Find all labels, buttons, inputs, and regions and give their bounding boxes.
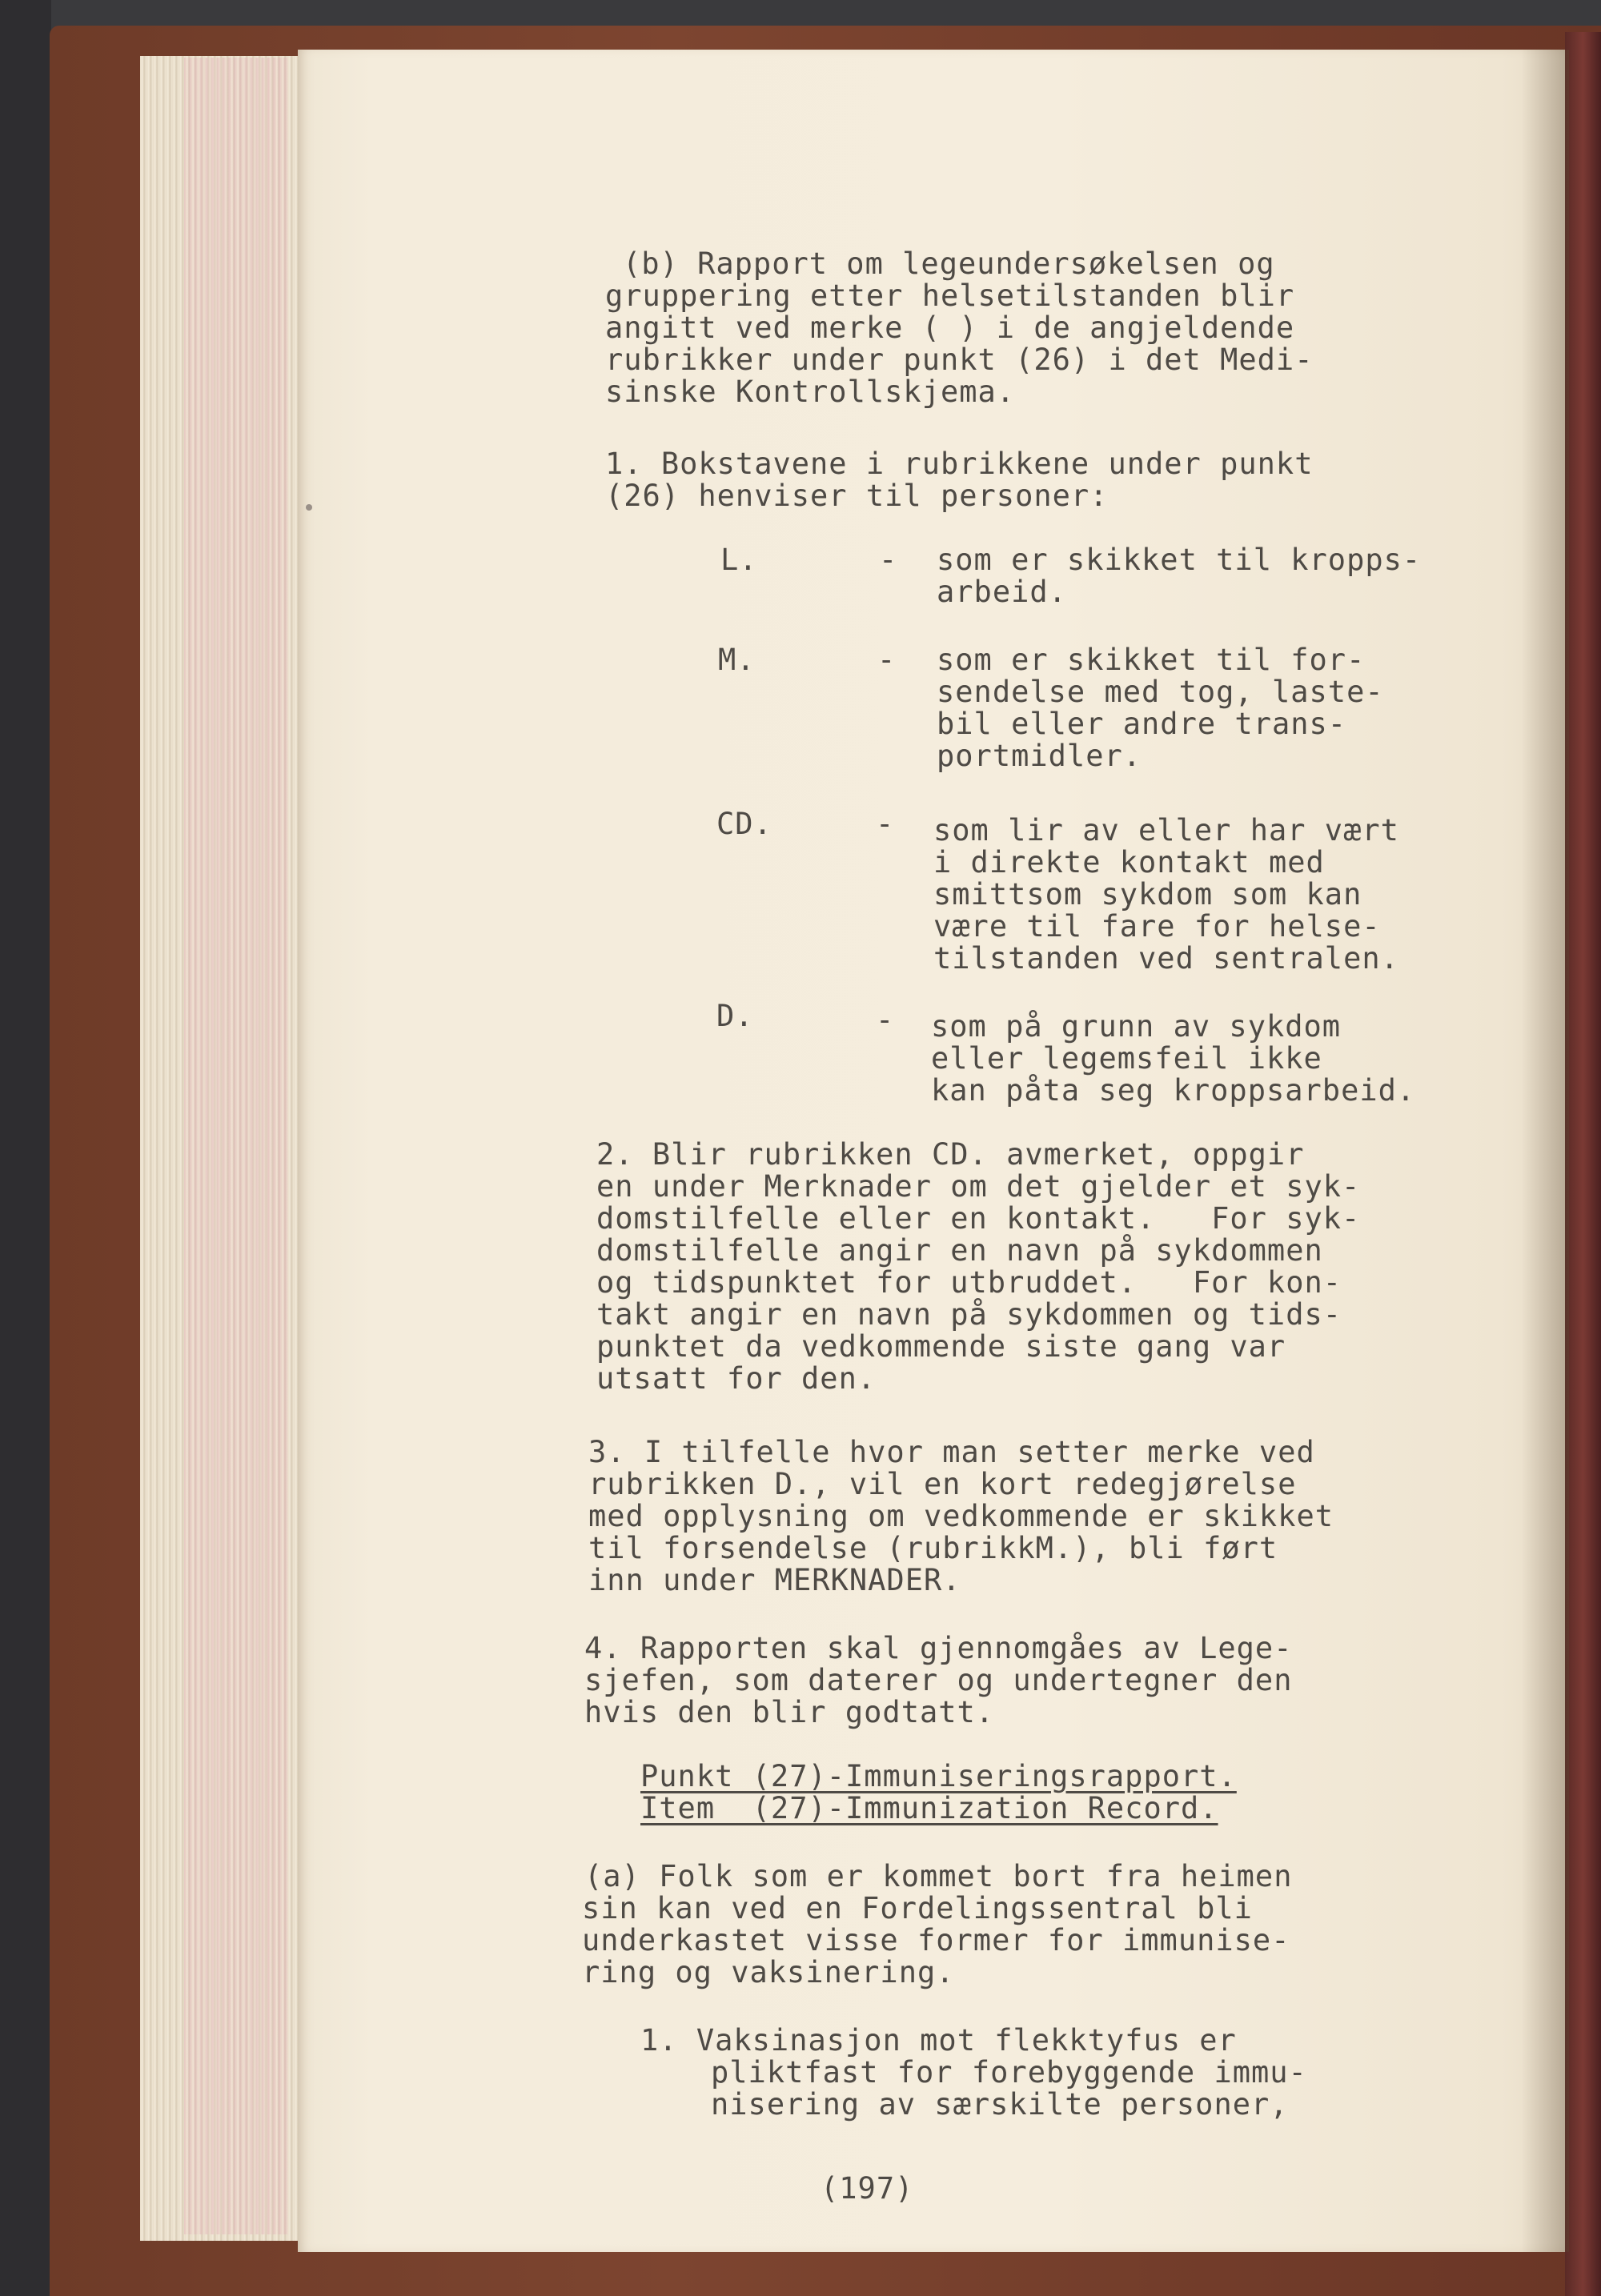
category-code: M.	[718, 643, 756, 677]
category-dash: -	[876, 1003, 895, 1037]
section-heading: Item (27)-Immunization Record.	[640, 1791, 1218, 1825]
paragraph-b-line: sinske Kontrollskjema.	[605, 375, 1016, 409]
item-2-line: 2. Blir rubrikken CD. avmerket, oppgir	[596, 1137, 1305, 1172]
category-desc-line: arbeid.	[937, 575, 1067, 609]
item-3-line: 3. I tilfelle hvor man setter merke ved	[588, 1435, 1315, 1469]
category-desc-line: smittsom sykdom som kan	[933, 877, 1362, 912]
category-desc-line: som lir av eller har vært	[933, 813, 1399, 847]
item-2-line: en under Merknader om det gjelder et syk-	[596, 1169, 1361, 1204]
category-code: CD.	[716, 807, 772, 841]
paragraph-a-line: sin kan ved en Fordelingssentral bli	[582, 1891, 1253, 1925]
category-desc-line: sendelse med tog, laste-	[937, 675, 1384, 709]
item-3-line: med opplysning om vedkommende er skikket	[588, 1499, 1334, 1533]
paragraph-b-line: angitt ved merke ( ) i de angjeldende	[605, 311, 1295, 345]
category-desc-line: som er skikket til for-	[937, 643, 1366, 677]
paragraph-a-line: (a) Folk som er kommet bort fra heimen	[584, 1859, 1293, 1893]
category-desc-line: eller legemsfeil ikke	[931, 1041, 1322, 1076]
sub-item-1-line: 1. Vaksinasjon mot flekktyfus er	[640, 2023, 1237, 2058]
item-3-line: til forsendelse (rubrikkM.), bli ført	[588, 1531, 1278, 1565]
gutter-shadow	[1521, 50, 1569, 2252]
category-code: D.	[716, 999, 754, 1033]
item-2-line: takt angir en navn på sykdommen og tids-	[596, 1297, 1342, 1332]
item-2-line: og tidspunktet for utbruddet. For kon-	[596, 1265, 1342, 1300]
paragraph-b-line: gruppering etter helsetilstanden blir	[605, 278, 1295, 313]
item-4-line: 4. Rapporten skal gjennomgåes av Lege-	[584, 1631, 1293, 1665]
item-4-line: sjefen, som daterer og undertegner den	[584, 1663, 1293, 1697]
category-desc-line: portmidler.	[937, 739, 1142, 773]
category-dash: -	[877, 643, 897, 677]
category-dash: -	[879, 543, 898, 577]
page-speck	[306, 504, 312, 511]
sub-item-1-line: pliktfast for forebyggende immu-	[711, 2055, 1307, 2090]
category-desc-line: bil eller andre trans-	[937, 707, 1347, 741]
item-2-line: domstilfelle eller en kontakt. For syk-	[596, 1201, 1361, 1236]
item-2-line: domstilfelle angir en navn på sykdommen	[596, 1233, 1323, 1268]
item-2-line: utsatt for den.	[596, 1361, 877, 1396]
paragraph-b-line: rubrikker under punkt (26) i det Medi-	[605, 343, 1314, 377]
sub-item-1-line: nisering av særskilte personer,	[711, 2087, 1289, 2122]
category-desc-line: kan påta seg kroppsarbeid.	[931, 1073, 1416, 1108]
category-desc-line: som på grunn av sykdom	[931, 1009, 1342, 1044]
item-1-line: 1. Bokstavene i rubrikkene under punkt	[605, 447, 1314, 481]
paragraph-a-line: underkastet visse former for immunise-	[582, 1923, 1290, 1957]
paragraph-b-line: (b) Rapport om legeundersøkelsen og	[623, 246, 1275, 281]
item-3-line: inn under MERKNADER.	[588, 1563, 961, 1597]
category-code: L.	[720, 543, 758, 577]
page-stack-tint	[184, 58, 288, 2234]
book-cover-right	[1565, 32, 1601, 2296]
category-desc-line: i direkte kontakt med	[933, 845, 1325, 880]
category-desc-line: være til fare for helse-	[933, 909, 1381, 944]
background-left	[0, 0, 51, 2296]
item-4-line: hvis den blir godtatt.	[584, 1695, 995, 1729]
item-1-line: (26) henviser til personer:	[605, 479, 1109, 513]
category-dash: -	[876, 807, 895, 841]
paragraph-a-line: ring og vaksinering.	[582, 1955, 955, 1989]
category-desc-line: som er skikket til kropps-	[937, 543, 1422, 577]
section-heading: Punkt (27)-Immuniseringsrapport.	[640, 1759, 1237, 1793]
item-3-line: rubrikken D., vil en kort redegjørelse	[588, 1467, 1297, 1501]
item-2-line: punktet da vedkommende siste gang var	[596, 1329, 1286, 1364]
category-desc-line: tilstanden ved sentralen.	[933, 941, 1399, 976]
page-number: (197)	[821, 2171, 914, 2206]
